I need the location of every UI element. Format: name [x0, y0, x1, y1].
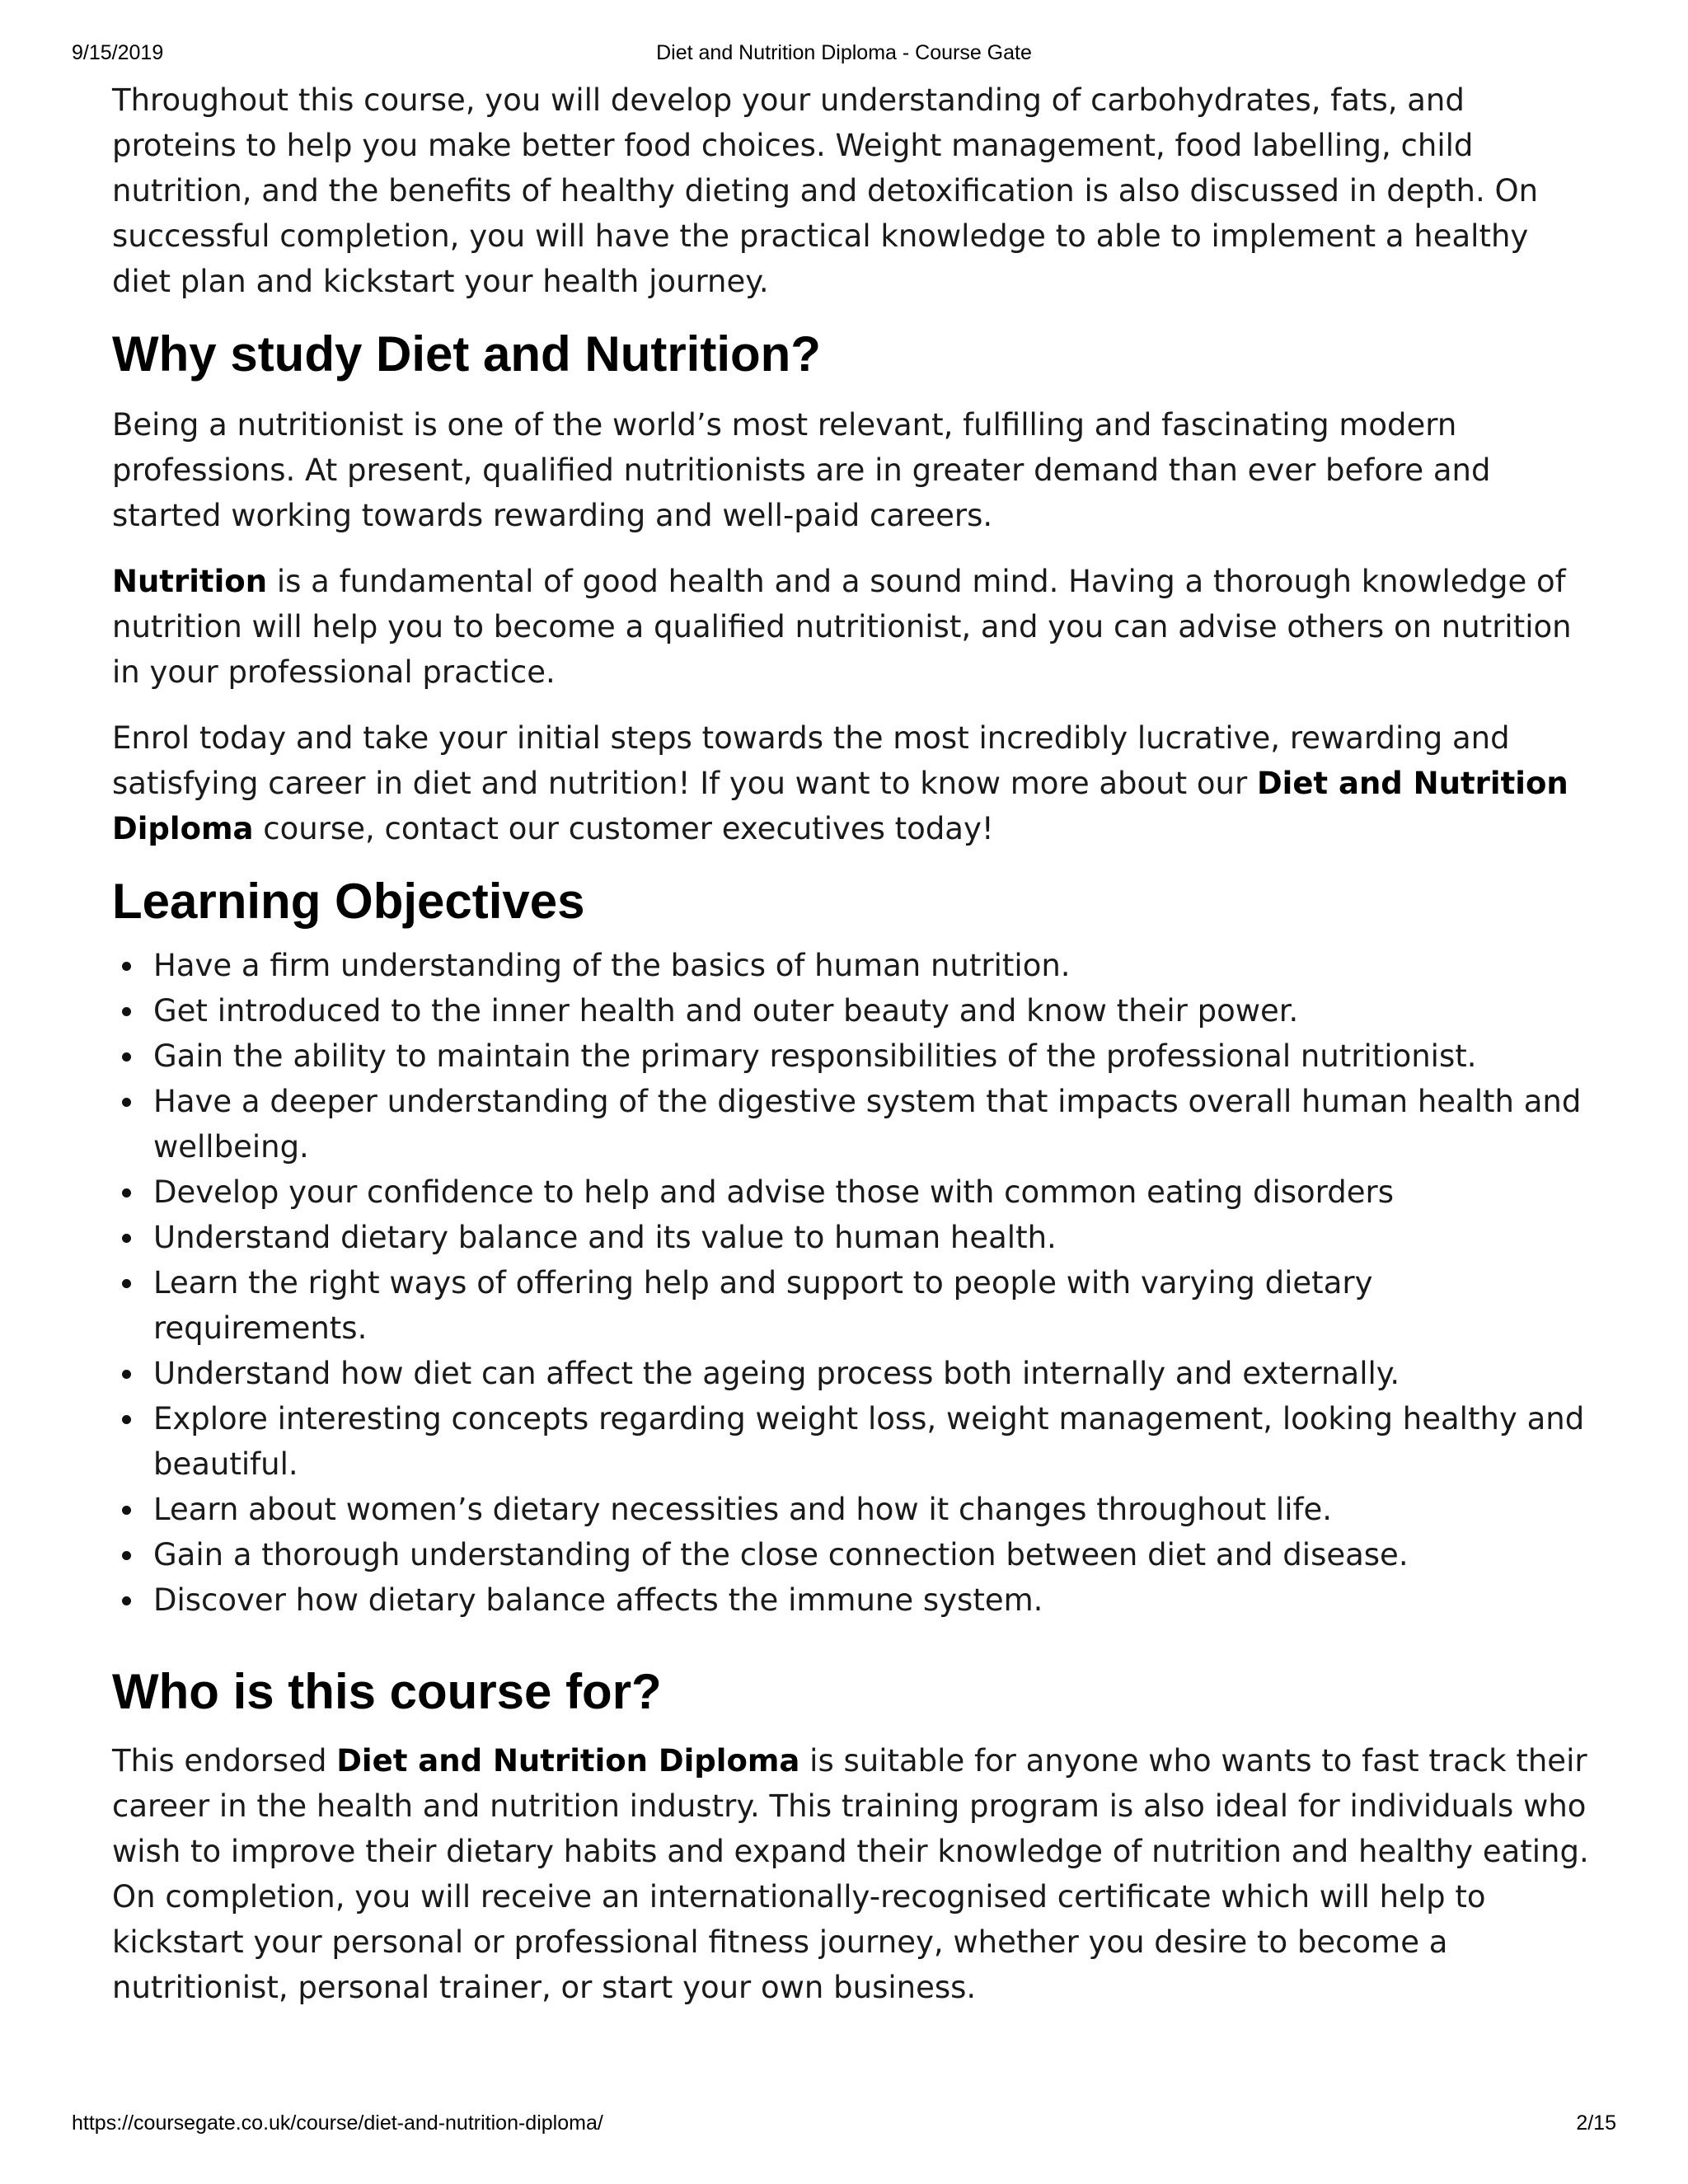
- list-item: Gain a thorough understanding of the close connection between diet and disease.: [153, 1532, 1596, 1577]
- why-study-paragraph-2: [112, 559, 1596, 695]
- why-study-heading: Why study Diet and Nutrition?: [112, 326, 821, 382]
- why-study-paragraph-3-end: course, contact our customer executives today!: [253, 811, 994, 846]
- print-page-title: Diet and Nutrition Diploma - Course Gate: [656, 41, 1032, 64]
- page-number: 2/15: [1576, 2111, 1616, 2135]
- list-item: Discover how dietary balance affects the immune system.: [153, 1577, 1596, 1623]
- nutrition-bold: Nutrition: [112, 564, 268, 599]
- why-study-paragraph-3-start: Enrol today and take your initial steps towards the most incredibly lucrative, rewarding and satisfying career in diet and nutrition! If you want to know more about our: [112, 720, 1510, 801]
- page-url: https://coursegate.co.uk/course/diet-and-nutrition-diploma/: [72, 2111, 603, 2135]
- intro-paragraph: Throughout this course, you will develop your understanding of carbohydrates, fats, and proteins to help you make better food choices. Weight management, food labelling, child nutrition, and the benefits of healthy dieting and detoxification is also discussed in depth. On successful completion, you will have the practical knowledge to able to implement a healthy diet plan and kickstart your health journey.: [112, 82, 1539, 299]
- list-item: Develop your confidence to help and advise those with common eating disorders: [153, 1169, 1596, 1215]
- who-for-text-start: This endorsed: [112, 1743, 337, 1779]
- who-for-heading: Who is this course for?: [112, 1664, 662, 1719]
- course-name-bold: Diet and Nutrition Diploma: [336, 1743, 800, 1779]
- print-footer: [0, 2111, 1688, 2139]
- why-study-paragraph-2-text: is a fundamental of good health and a sound mind. Having a thorough knowledge of nutrition will help you to become a qualified nutritionist, and you can advise others on nutrition in your professional practice.: [112, 564, 1572, 690]
- list-item: Gain the ability to maintain the primary responsibilities of the professional nutritionist.: [153, 1033, 1596, 1079]
- print-header: [0, 41, 1688, 69]
- list-item: Understand dietary balance and its value to human health.: [153, 1215, 1596, 1260]
- list-item: Learn the right ways of offering help and support to people with varying dietary requirements.: [153, 1260, 1596, 1351]
- learning-objectives-list: [112, 943, 1596, 1623]
- list-item: Explore interesting concepts regarding weight loss, weight management, looking healthy and beautiful.: [153, 1396, 1596, 1487]
- list-item: Have a firm understanding of the basics of human nutrition.: [153, 943, 1596, 988]
- list-item: Have a deeper understanding of the digestive system that impacts overall human health and wellbeing.: [153, 1079, 1596, 1169]
- print-date: 9/15/2019: [72, 41, 164, 64]
- why-study-paragraph-3: [112, 715, 1596, 851]
- list-item: Learn about women’s dietary necessities and how it changes throughout life.: [153, 1487, 1596, 1532]
- main-content: [112, 77, 1596, 2031]
- list-item: Get introduced to the inner health and outer beauty and know their power.: [153, 988, 1596, 1033]
- who-for-text-end: is suitable for anyone who wants to fast track their career in the health and nutrition industry. This training program is also ideal for individuals who wish to improve their dietary habits and expand their knowledge of nutrition and healthy eating. On completion, you will receive an internationally-recognised certificate which will help to kickstart your personal or professional fitness journey, whether you desire to become a nutritionist, personal trainer, or start your own business.: [112, 1743, 1589, 2005]
- why-study-paragraph-1: Being a nutritionist is one of the world’s most relevant, fulfilling and fascinating modern professions. At present, qualified nutritionists are in greater demand than ever before and started working towards rewarding and well-paid careers.: [112, 407, 1491, 533]
- who-for-paragraph: [112, 1738, 1596, 2010]
- course-name-bold: Diet and Nutrition Diploma: [112, 766, 1568, 846]
- list-item: Understand how diet can affect the ageing process both internally and externally.: [153, 1351, 1596, 1396]
- learning-objectives-heading: Learning Objectives: [112, 874, 585, 929]
